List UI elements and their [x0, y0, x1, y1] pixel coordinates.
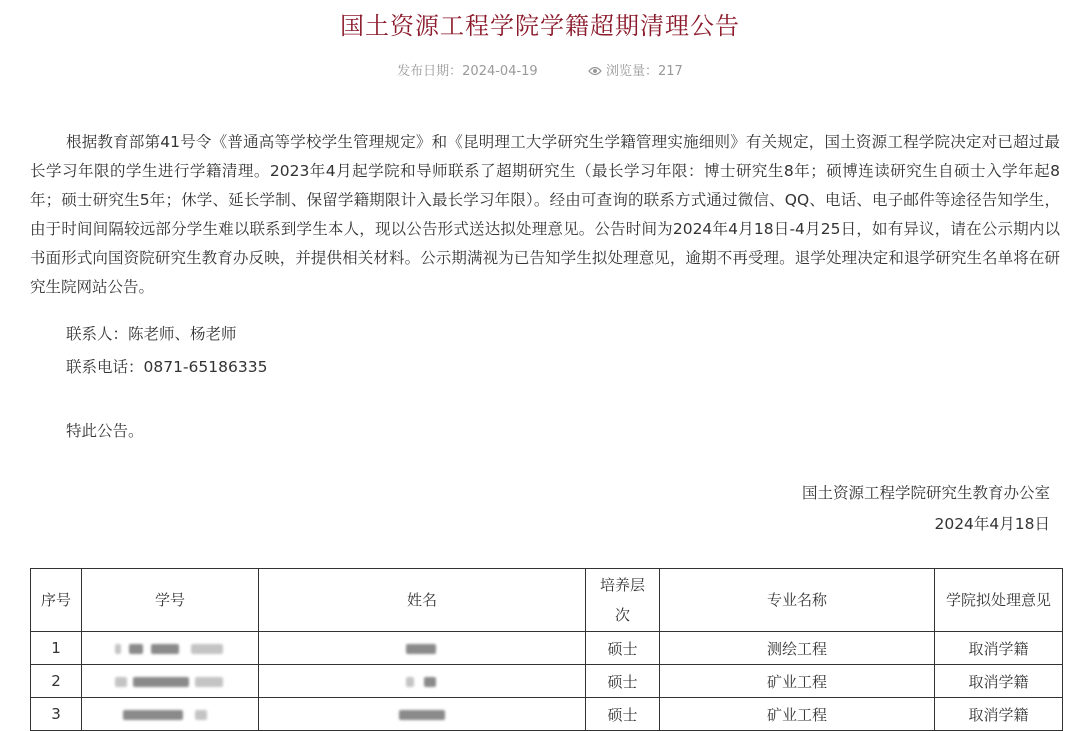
header-student-id: 学号 — [82, 569, 259, 632]
table-header-row — [31, 569, 1063, 632]
header-name: 姓名 — [259, 569, 586, 632]
signature-date: 2024年4月18日 — [934, 515, 1050, 533]
signature-org: 国土资源工程学院研究生教育办公室 — [801, 484, 1050, 502]
table-row — [31, 632, 1063, 665]
publish-date-label: 发布日期： — [397, 64, 463, 79]
redacted-student-id — [82, 665, 259, 698]
row-action: 取消学籍 — [935, 665, 1063, 698]
closing-text: 特此公告。 — [66, 422, 144, 440]
views-count: 217 — [658, 64, 683, 79]
header-action: 学院拟处理意见 — [935, 569, 1063, 632]
publish-date: 2024-04-19 — [462, 64, 538, 79]
row-seq: 3 — [31, 698, 82, 731]
redacted-student-id — [82, 632, 259, 665]
row-seq: 1 — [31, 632, 82, 665]
row-level: 硕士 — [586, 698, 660, 731]
redacted-name — [259, 665, 586, 698]
row-major: 测绘工程 — [660, 632, 935, 665]
row-major: 矿业工程 — [660, 665, 935, 698]
contact-person: 联系人：陈老师、杨老师 — [66, 325, 237, 343]
table-row — [31, 698, 1063, 731]
table-row — [31, 665, 1063, 698]
row-level: 硕士 — [586, 665, 660, 698]
views-label: 浏览量： — [606, 64, 659, 79]
contact-phone: 联系电话：0871-65186335 — [66, 358, 268, 376]
redacted-name — [259, 632, 586, 665]
row-action: 取消学籍 — [935, 698, 1063, 731]
redacted-student-id — [82, 698, 259, 731]
row-major: 矿业工程 — [660, 698, 935, 731]
student-table — [30, 568, 1063, 731]
article-meta — [0, 60, 1080, 80]
eye-icon — [588, 65, 602, 80]
row-seq: 2 — [31, 665, 82, 698]
redacted-name — [259, 698, 586, 731]
row-action: 取消学籍 — [935, 632, 1063, 665]
header-major: 专业名称 — [660, 569, 935, 632]
header-level: 培养层次 — [586, 569, 660, 632]
article-body: 根据教育部第41号令《普通高等学校学生管理规定》和《昆明理工大学研究生学籍管理实施细则》有关规定，国土资源工程学院决定对已超过最长学习年限的学生进行学籍清理。2023年4月起学院和导师联系了超期研究生（最长学习年限：博士研究生8年；硕博连读研究生自硕士入学年起8年；硕士研究生5年；休学、延长学制、保留学籍期限计入最长学习年限）。经由可查询的联系方式通过微信、QQ、电话、电子邮件等途径告知学生，由于时间间隔较远部分学生难以联系到学生本人，现以公告形式送达拟处理意见。公告时间为2024年4月18日-4月25日，如有异议，请在公示期内以书面形式向国资院研究生教育办反映，并提供相关材料。公示期满视为已告知学生拟处理意见，逾期不再受理。退学处理决定和退学研究生名单将在研究生院网站公告。 — [30, 133, 1060, 296]
row-level: 硕士 — [586, 632, 660, 665]
article-title: 国土资源工程学院学籍超期清理公告 — [340, 12, 740, 40]
header-seq: 序号 — [31, 569, 82, 632]
